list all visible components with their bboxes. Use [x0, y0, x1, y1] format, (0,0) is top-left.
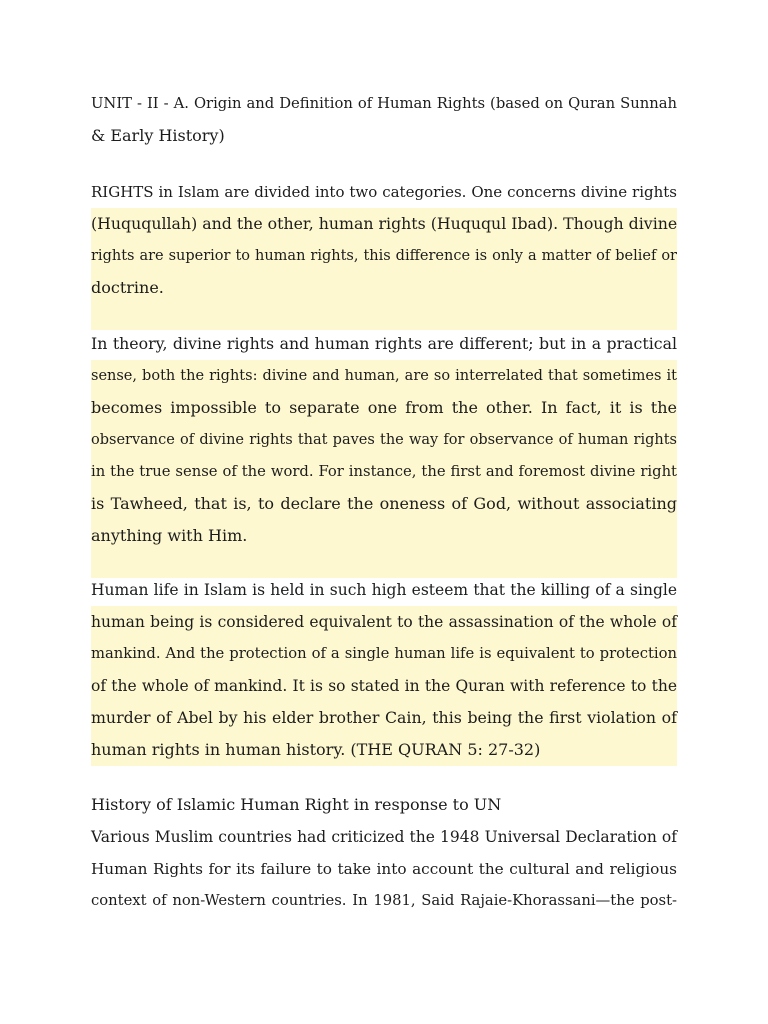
paragraph-human-life [91, 574, 677, 766]
paragraph-line: of the whole of mankind. It is so stated in the Quran with reference to the [91, 670, 677, 702]
paragraph-line: Human life in Islam is held in such high esteem that the killing of a single [91, 581, 677, 599]
title-line: & Early History) [91, 126, 225, 145]
paragraph-rights-categories [91, 176, 677, 330]
paragraph-divine-human-rights [91, 328, 677, 578]
paragraph-line: doctrine. [91, 272, 677, 304]
highlight-gap [91, 304, 677, 330]
paragraph-line: murder of Abel by his elder brother Cain, this being the first violation of [91, 702, 677, 734]
paragraph-line: human being is considered equivalent to the assassination of the whole of [91, 606, 677, 638]
section-history-un [91, 789, 677, 917]
paragraph-line: sense, both the rights: divine and human, are so interrelated that sometimes it [91, 360, 677, 392]
paragraph-line: Human Rights for its failure to take into account the cultural and religious [91, 860, 677, 878]
paragraph-line: in the true sense of the word. For instance, the first and foremost divine right [91, 456, 677, 488]
paragraph-line: (Huququllah) and the other, human rights (Huququl Ibad). Though divine [91, 208, 677, 240]
paragraph-line: human rights in human history. (THE QURAN 5: 27-32) [91, 734, 677, 766]
section-heading: History of Islamic Human Right in response to UN [91, 795, 502, 814]
paragraph-line: context of non-Western countries. In 1981, Said Rajaie-Khorassani—the post- [91, 892, 677, 909]
paragraph-line: is Tawheed, that is, to declare the oneness of God, without associating [91, 488, 677, 520]
paragraph-line: anything with Him. [91, 520, 677, 552]
title-line: UNIT - II - A. Origin and Definition of Human Rights (based on Quran Sunnah [91, 95, 677, 112]
document-title [91, 88, 677, 152]
paragraph-line: Various Muslim countries had criticized the 1948 Universal Declaration of [91, 828, 677, 846]
paragraph-line: mankind. And the protection of a single human life is equivalent to protection [91, 638, 677, 670]
paragraph-line: rights are superior to human rights, this difference is only a matter of belief or [91, 240, 677, 272]
paragraph-line: becomes impossible to separate one from the other. In fact, it is the [91, 392, 677, 424]
paragraph-line: RIGHTS in Islam are divided into two categories. One concerns divine rights [91, 183, 677, 201]
paragraph-line: observance of divine rights that paves the way for observance of human rights [91, 424, 677, 456]
paragraph-line: In theory, divine rights and human rights are different; but in a practical [91, 334, 677, 353]
